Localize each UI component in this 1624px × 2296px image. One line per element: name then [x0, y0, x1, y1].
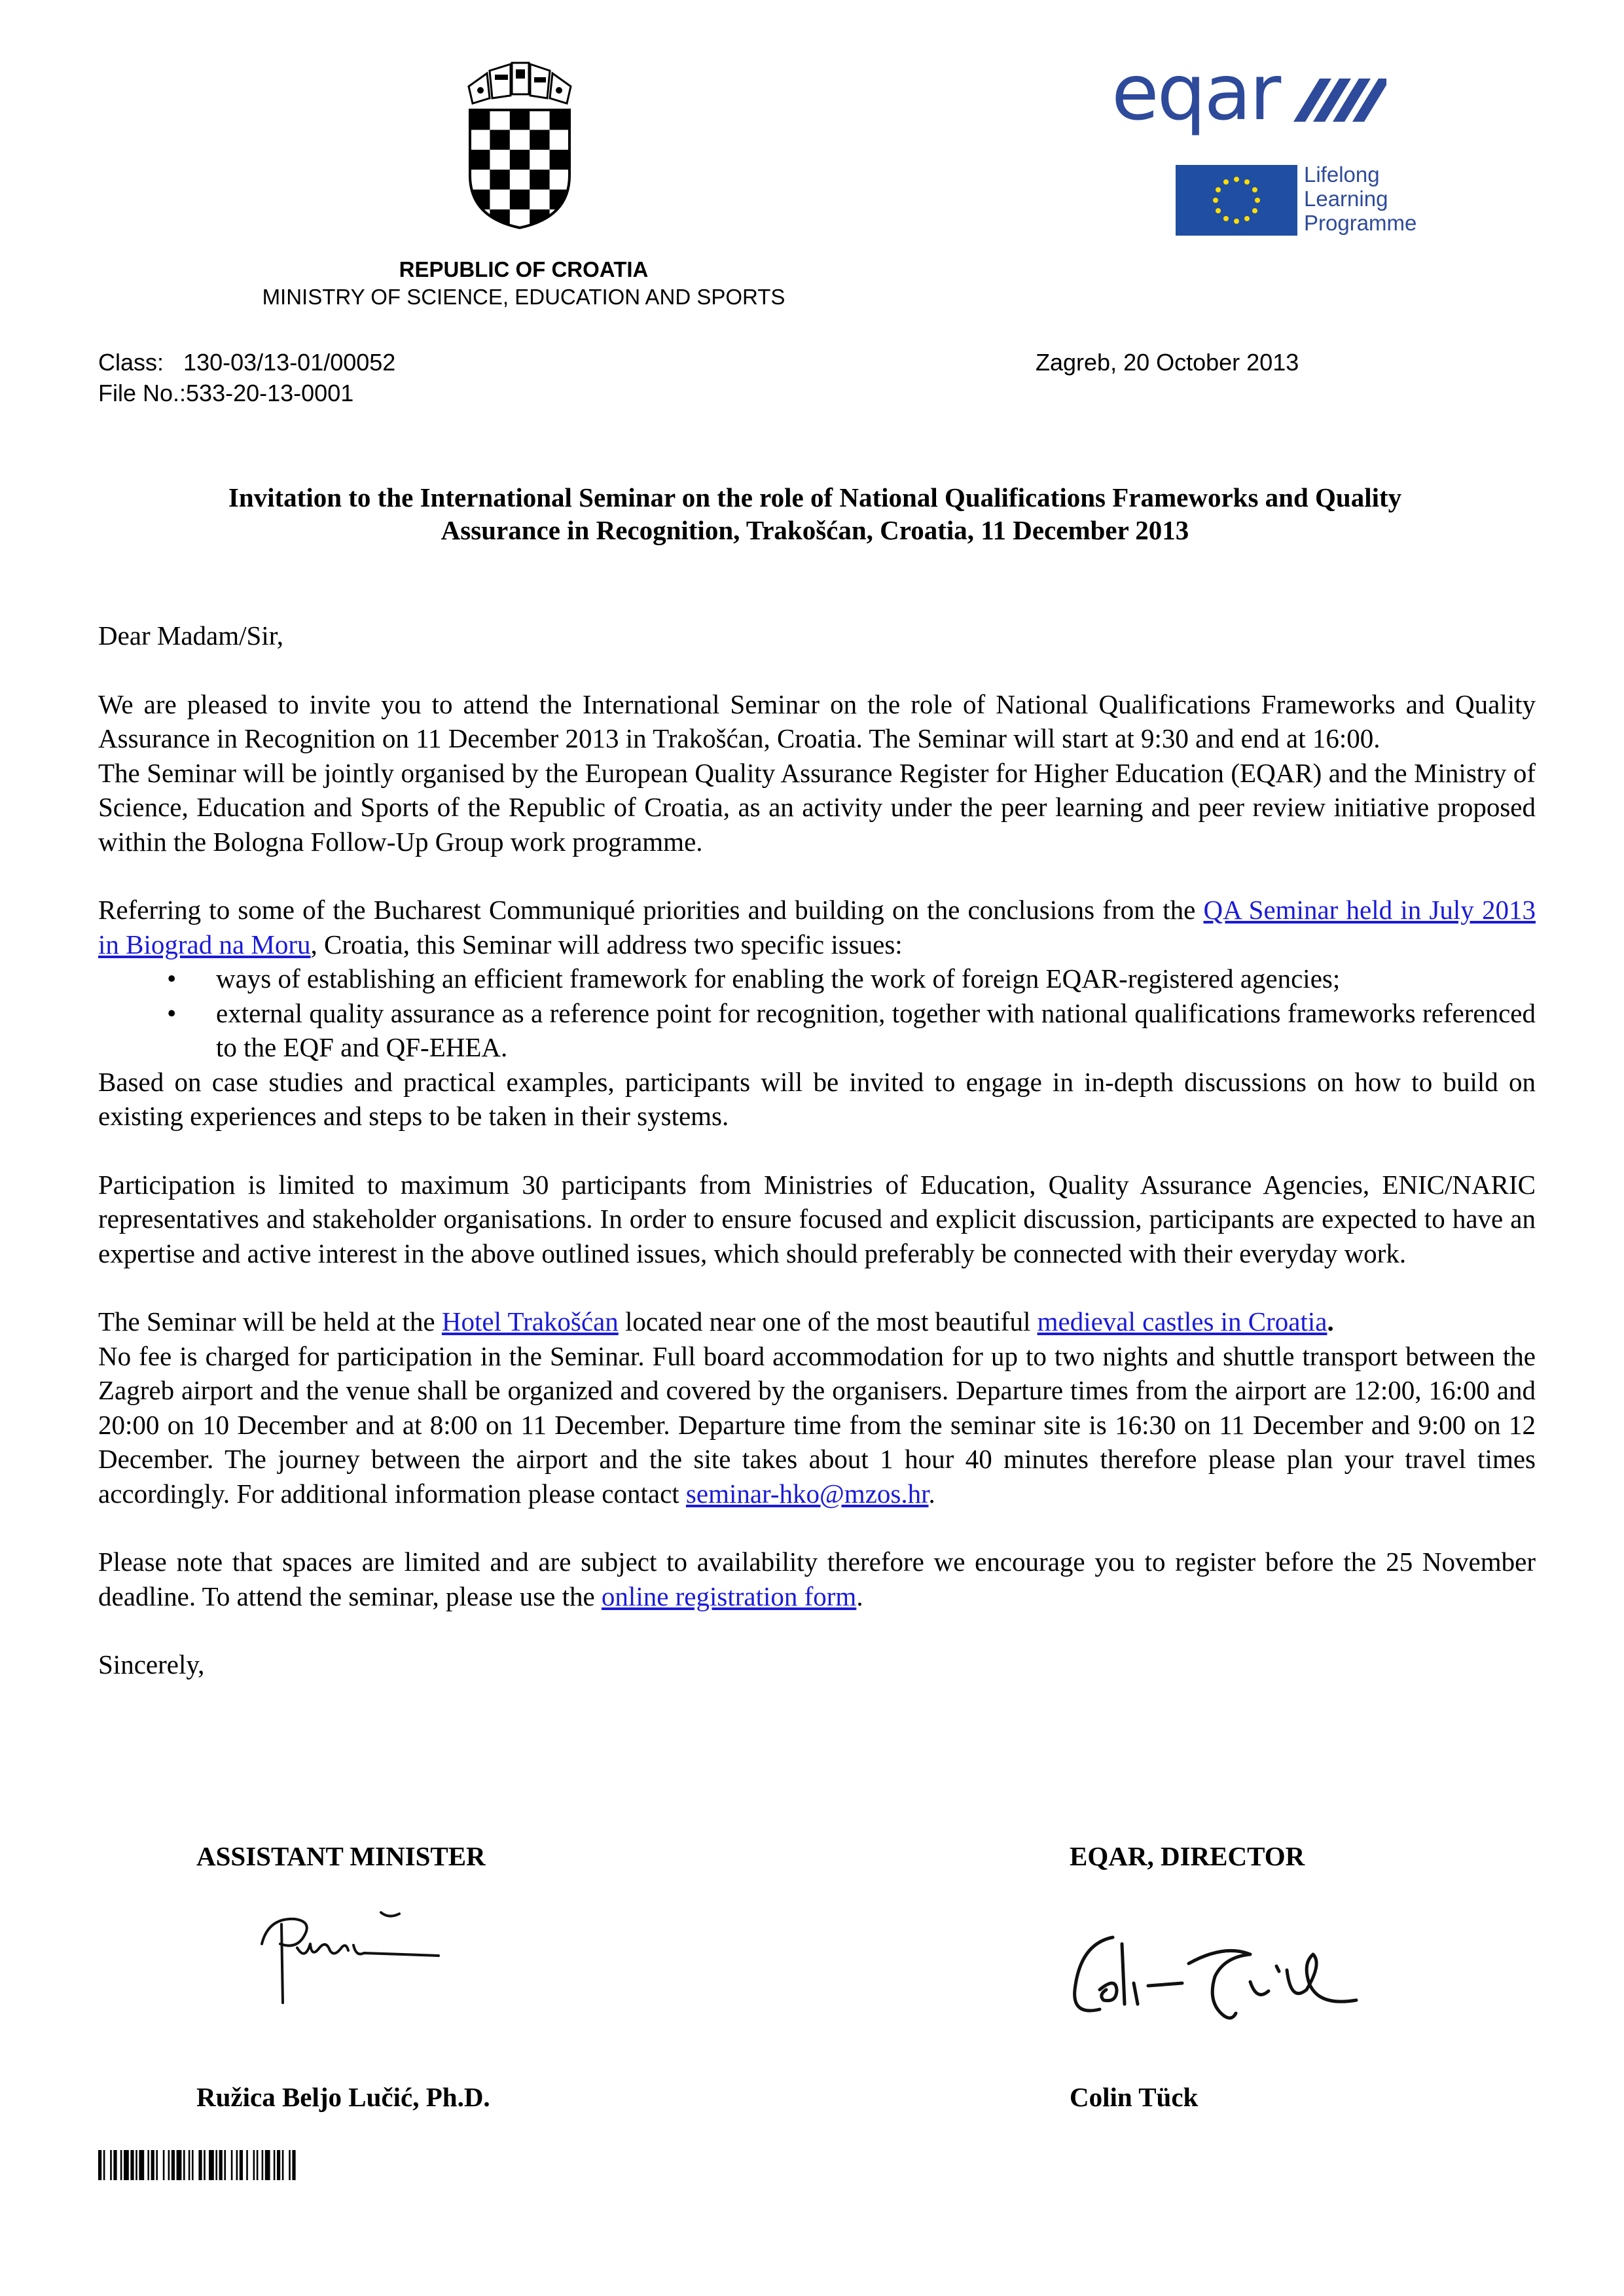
list-item: • ways of establishing an efficient framework for enabling the work of foreign EQAR-registered agencies; — [216, 961, 1536, 996]
barcode — [98, 2150, 355, 2180]
paragraph-participation: Participation is limited to maximum 30 participants from Ministries of Education, Quality Assurance Agencies, ENIC/NARIC representatives and stakeholder organisations. In order to ensure focused and explicit discussion, participants are expected to have an expertise and active interest in the above outlined issues, which should preferably be connected with their everyday work. — [98, 1169, 1536, 1268]
country-heading: REPUBLIC OF CROATIA — [399, 257, 649, 281]
croatian-coat-of-arms — [463, 60, 576, 230]
closing: Sincerely, — [98, 1649, 205, 1679]
class-value: 130-03/13-01/00052 — [183, 349, 396, 376]
text: The Seminar will be held at the — [98, 1306, 442, 1336]
paragraph-invitation: We are pleased to invite you to attend the International Seminar on the role of National Qualifications Frameworks and Quality Assurance in Recognition on 11 December 2013 in Trakošćan, Croatia. The Seminar will start at 9:30 and end at 16:00. — [98, 689, 1536, 753]
paragraph-case-studies: Based on case studies and practical examples, participants will be invited to engage in in-depth discussions on how to build on existing experiences and steps to be taken in their systems. — [98, 1066, 1536, 1131]
text: Referring to some of the Bucharest Communiqué priorities and building on the conclusions from the — [98, 895, 1204, 925]
medieval-castles-link[interactable]: medieval castles in Croatia — [1037, 1306, 1327, 1336]
eu-flag-icon — [1176, 165, 1297, 236]
text: No fee is charged for participation in the Seminar. Full board accommodation for up to two nights and shuttle transport between the Zagreb airport and the venue shall be organized and covered by the organisers. Departure times from the airport are 12:00, 16:00 and 20:00 on 10 December and at 8:00 on 11 December. Departure time from the seminar site is 16:30 on 11 December and 9:00 on 12 December. The journey between the airport and the site takes about 1 hour 40 minutes therefore please plan your travel times accordingly. For additional information please contact — [98, 1340, 1536, 1509]
salutation: Dear Madam/Sir, — [98, 620, 283, 651]
text: . — [856, 1581, 863, 1611]
eqar-logo — [1111, 54, 1386, 158]
llp-line: Lifelong — [1304, 162, 1380, 187]
letter-title — [98, 481, 1532, 547]
right-signatory-role: EQAR, DIRECTOR — [1070, 1841, 1305, 1871]
left-signatory-name: Ružica Beljo Lučić, Ph.D. — [196, 2082, 490, 2112]
file-number: File No.:533-20-13-0001 — [98, 380, 354, 406]
text: , Croatia, this Seminar will address two specific issues: — [310, 929, 903, 960]
issues-list — [98, 961, 1536, 1065]
title-line: Assurance in Recognition, Trakošćan, Croatia, 11 December 2013 — [441, 515, 1189, 545]
text: . — [928, 1478, 935, 1509]
list-item: • external quality assurance as a reference point for recognition, together with national qualifications frameworks referenced to the EQF and QF-EHEA. — [216, 996, 1536, 1065]
llp-line: Learning — [1304, 187, 1388, 211]
right-signatory-name: Colin Tück — [1070, 2082, 1199, 2112]
qa-seminar-link[interactable]: QA Seminar held in July 2013 in Biograd na Moru — [98, 895, 1536, 960]
eqar-logo-text: eqar — [1111, 54, 1280, 137]
left-signature — [242, 1898, 452, 2016]
hotel-trakoscan-link[interactable]: Hotel Trakošćan — [441, 1306, 619, 1336]
class-line — [98, 349, 395, 376]
ministry-heading: MINISTRY OF SCIENCE, EDUCATION AND SPORTS — [262, 285, 785, 309]
text: Please note that spaces are limited and are subject to availability therefore we encourage you to register before the 25 November deadline. To attend the seminar, please use the — [98, 1547, 1536, 1611]
paragraph-logistics — [98, 1339, 1536, 1511]
llp-text — [1304, 162, 1416, 235]
text: . — [1327, 1306, 1334, 1336]
registration-form-link[interactable]: online registration form — [601, 1581, 857, 1611]
contact-email-link[interactable]: seminar-hko@mzos.hr — [685, 1478, 929, 1509]
paragraph-priorities — [98, 893, 1536, 961]
paragraph-venue — [98, 1304, 1536, 1339]
text: located near one of the most beautiful — [618, 1306, 1038, 1336]
paragraph-organisers: The Seminar will be jointly organised by the European Quality Assurance Register for Higher Education (EQAR) and the Ministry of Science, Education and Sports of the Republic of Croatia, as an activity under the peer learning and peer review initiative proposed within the Bologna Follow-Up Group work programme. — [98, 757, 1536, 857]
letter-body — [98, 619, 1536, 1682]
paragraph-registration — [98, 1545, 1536, 1613]
llp-line: Programme — [1304, 211, 1417, 235]
place-date: Zagreb, 20 October 2013 — [1036, 349, 1299, 376]
left-signatory-role: ASSISTANT MINISTER — [196, 1841, 486, 1871]
right-signature — [1060, 1918, 1368, 2036]
llp-logo — [1176, 162, 1457, 237]
class-label: Class: — [98, 349, 164, 376]
title-line: Invitation to the International Seminar on the role of National Qualifications Frameworks and Quality — [228, 482, 1402, 512]
